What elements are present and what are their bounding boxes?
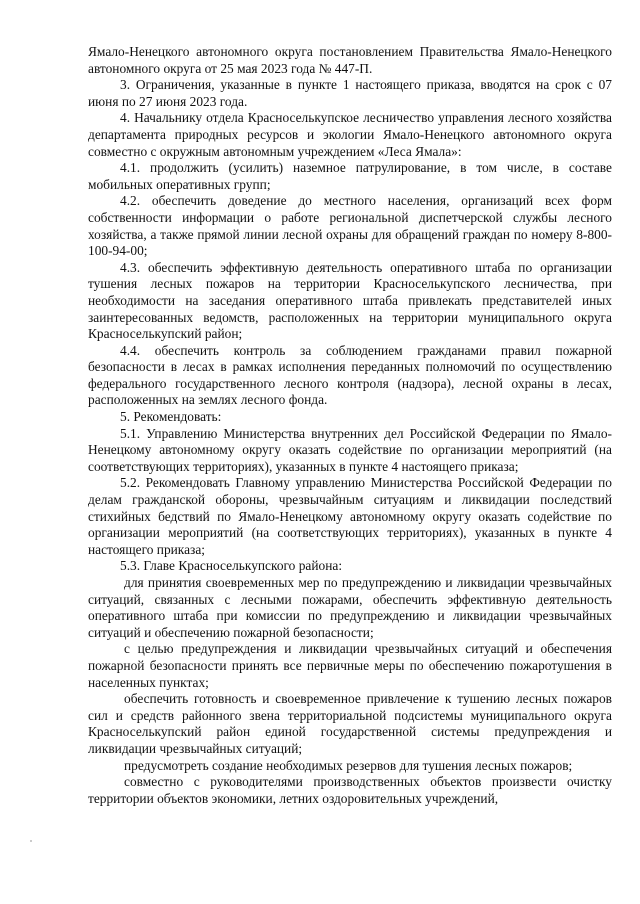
paragraph-5-3-item-4: предусмотреть создание необходимых резервов для тушения лесных пожаров; [124,757,573,773]
paragraph-5-3-item-2: с целью предупреждения и ликвидации чрезвычайных ситуаций и обеспечения пожарной безопасности принять все первичные меры по обеспечению пожаротушения в населенных пунктах; [88,641,612,690]
paragraph-3: 3. Ограничения, указанные в пункте 1 настоящего приказа, вводятся на срок с 07 июня по 27 июня 2023 года. [88,77,612,109]
paragraph-4-2: 4.2. обеспечить доведение до местного населения, организаций всех форм собственности информации о работе региональной диспетчерской службы лесного хозяйства, а также прямой линии лесной охраны для обращений граждан по номеру 8-800-100-94-00; [88,193,612,259]
paragraph-5-3-item-1: для принятия своевременных мер по предупреждению и ликвидации чрезвычайных ситуаций, связанных с лесными пожарами, обеспечить эффективную деятельность оперативного штаба при комиссии по предупреждению и ликвидации чрезвычайных ситуаций и обеспечению пожарной безопасности; [88,575,612,640]
paragraph-5-1: 5.1. Управлению Министерства внутренних дел Российской Федерации по Ямало-Ненецкому автономному округу оказать содействие по организации мероприятий (на соответствующих территориях), указанных в пункте 4 настоящего приказа; [88,425,612,474]
scan-speck [30,840,32,842]
paragraph-4: 4. Начальнику отдела Красноселькупское лесничество управления лесного хозяйства департамента природных ресурсов и экологии Ямало-Ненецкого автономного округа совместно с окружным автономным учреждением «Леса Ямала»: [88,110,612,159]
paragraph-4-1: 4.1. продолжить (усилить) наземное патрулирование, в том числе, в составе мобильных оперативных групп; [88,160,612,192]
paragraph-4-4: 4.4. обеспечить контроль за соблюдением гражданами правил пожарной безопасности в лесах в рамках исполнения переданных полномочий по осуществлению федерального государственного лесного контроля (надзора), лесной охраны в лесах, расположенных на землях лесного фонда. [88,342,612,408]
paragraph-continuation: Ямало-Ненецкого автономного округа постановлением Правительства Ямало-Ненецкого автономного округа от 25 мая 2023 года № 447-П. [88,44,612,76]
paragraph-5-3: 5.3. Главе Красноселькупского района: [120,558,343,574]
paragraph-5-3-item-5: совместно с руководителями производственных объектов произвести очистку территории объектов экономики, летних оздоровительных учреждений, [88,774,612,806]
paragraph-5: 5. Рекомендовать: [120,409,222,425]
paragraph-5-3-item-3: обеспечить готовность и своевременное привлечение к тушению лесных пожаров сил и средств районного звена территориальной подсистемы муниципального округа Красноселькупский район единой государственной системы предупреждения и ликвидации чрезвычайных ситуаций; [88,691,612,756]
document-body [88,44,612,807]
paragraph-4-3: 4.3. обеспечить эффективную деятельность оперативного штаба по организации тушения лесных пожаров на территории Красноселькупского лесничества, при необходимости на заседания оперативного штаба привлекать представителей иных заинтересованных ведомств, расположенных на территории муниципального округа Красноселькупский район; [88,259,612,342]
paragraph-5-2: 5.2. Рекомендовать Главному управлению Министерства Российской Федерации по делам гражданской обороны, чрезвычайным ситуациям и ликвидации последствий стихийных бедствий по Ямало-Ненецкому автономному округу оказать содействие по организации мероприятий (на соответствующих территориях), указанных в пункте 4 настоящего приказа; [88,475,612,557]
